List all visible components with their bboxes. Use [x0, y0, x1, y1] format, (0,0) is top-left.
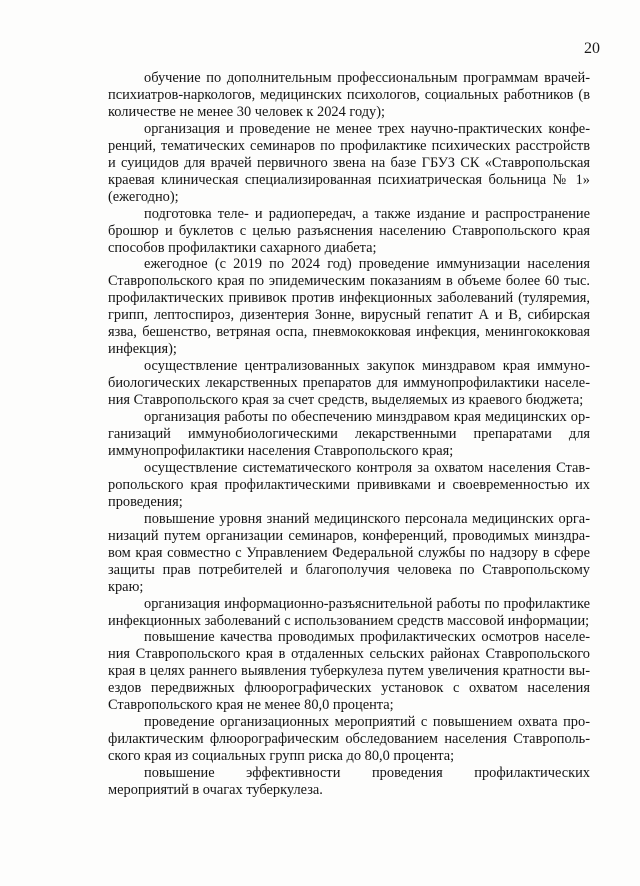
page-number: 20 — [584, 40, 600, 57]
paragraph: проведение организационных мероприятий с повышением охвата профилактическим флюорографическим обследованием населения Ставропольского края из социальных групп риска до 80,0 процента; — [108, 714, 590, 765]
paragraph: организация информационно-разъяснительной работы по профилактике инфекционных заболеваний с использованием средств массовой информации; — [108, 595, 590, 629]
paragraph: повышение качества проводимых профилактических осмотров населения Ставропольского края в отдаленных сельских районах Ставропольского края в целях раннего выявления туберкулеза путем увеличения кратности выездов передвижных флюорографических установок с охватом населения Ставропольского края не менее 80,0 процента; — [108, 629, 590, 714]
paragraph: повышение уровня знаний медицинского персонала медицинских организаций путем организации семинаров, конференций, проводимых минздравом края совместно с Управлением Федеральной службы по надзору в сфере защиты прав потребителей и благополучия человека по Ставропольскому краю; — [108, 510, 590, 595]
paragraph: организация работы по обеспечению минздравом края медицинских организаций иммунобиологическими лекарственными препаратами для иммунопрофилактики населения Ставропольского края; — [108, 409, 590, 459]
paragraph: осуществление систематического контроля за охватом населения Ставропольского края профилактическими прививками и своевременностью их проведения; — [108, 459, 590, 510]
paragraph: обучение по дополнительным профессиональным программам врачей-психиатров-наркологов, медицинских психологов, социальных работников (в количестве не менее 30 человек к 2024 году); — [108, 70, 590, 120]
paragraph: осуществление централизованных закупок минздравом края иммунобиологических лекарственных препаратов для иммунопрофилактики населения Ставропольского края за счет средств, выделяемых из краевого бюджета; — [108, 358, 590, 409]
paragraph: ежегодное (с 2019 по 2024 год) проведение иммунизации населения Ставропольского края по эпидемическим показаниям в объеме более 60 тыс. профилактических прививок против инфекционных заболеваний (туляремия, грипп, лептоспироз, дизентерия Зонне, вирусный гепатит А и В, сибирская язва, бешенство, ветряная оспа, пневмококковая инфекция, менингококковая инфекция); — [108, 256, 590, 358]
paragraph: повышение эффективности проведения профилактических мероприятий в очагах туберкулеза. — [108, 765, 590, 799]
paragraph: подготовка теле- и радиопередач, а также издание и распространение брошюр и буклетов с целью разъяснения населению Ставропольского края способов профилактики сахарного диабета; — [108, 205, 590, 256]
paragraph: организация и проведение не менее трех научно-практических конференций, тематических семинаров по профилактике психических расстройств и суицидов для врачей первичного звена на базе ГБУЗ СК «Ставропольская краевая клиническая специализированная психиатрическая больница № 1» (ежегодно); — [108, 120, 590, 205]
document-body — [108, 70, 590, 799]
